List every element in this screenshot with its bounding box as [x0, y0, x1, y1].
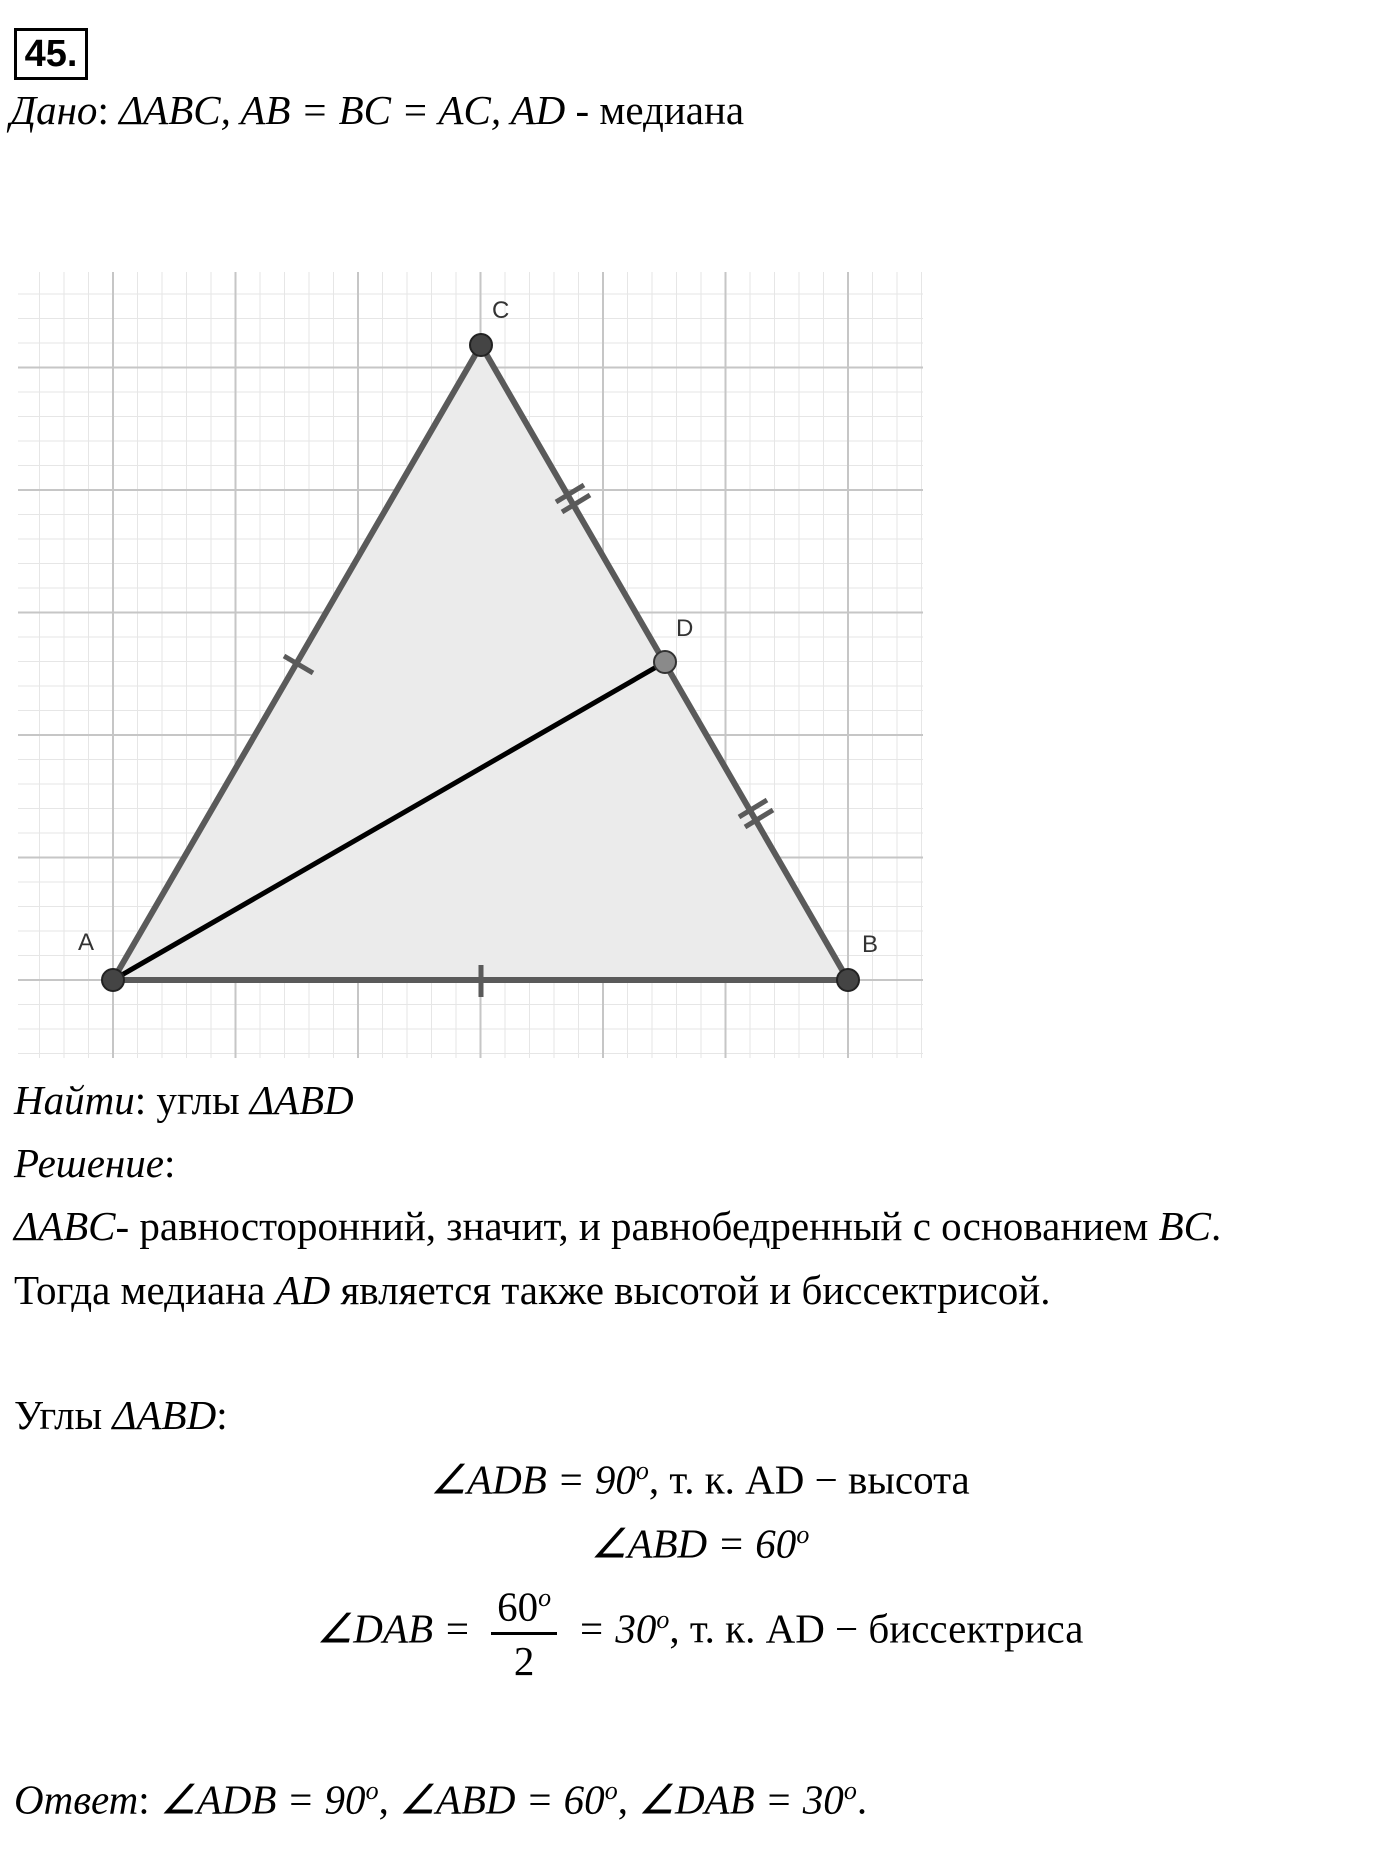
angles-math: ΔABD — [112, 1392, 217, 1438]
eq1-sup: o — [635, 1456, 649, 1485]
point-b — [837, 969, 859, 991]
point-d — [654, 651, 676, 673]
answer-2-sup: o — [604, 1776, 618, 1805]
answer-2: ∠ABD = 60 — [399, 1776, 605, 1823]
answer-3-sup: o — [843, 1776, 857, 1805]
solution-line-2 — [14, 1267, 1051, 1313]
given-label: Дано — [10, 87, 98, 133]
answer-line: Ответ: ∠ADB = $90^o$, ∠ABD = $60^o$, ∠DAB = $30^o$. — [14, 1776, 868, 1823]
answer-1-sup: o — [365, 1776, 379, 1805]
sol-math-bc: BC — [1158, 1203, 1212, 1249]
triangle-figure — [0, 225, 930, 1065]
find-label: Найти — [14, 1077, 135, 1123]
problem-number: 45. — [14, 28, 88, 80]
angles-heading — [14, 1392, 228, 1438]
eq1-lhs: ∠ADB = 90 — [430, 1456, 636, 1503]
find-text: углы — [156, 1077, 240, 1123]
triangle-abc-fill — [113, 345, 848, 980]
eq3-num-value: 60 — [497, 1583, 539, 1630]
answer-3: ∠DAB = 30 — [638, 1776, 844, 1823]
eq3-num-sup: o — [538, 1583, 552, 1612]
sol-math-abc: ΔABC — [14, 1203, 116, 1249]
eq2-sup: o — [796, 1520, 810, 1549]
eq3-denominator: 2 — [513, 1637, 535, 1684]
find-math: ΔABD — [249, 1077, 354, 1123]
solution-label: Решение — [14, 1140, 164, 1186]
equation-1 — [0, 1458, 1400, 1501]
point-c — [470, 334, 492, 356]
point-a — [102, 969, 124, 991]
solution-heading: Решение: — [14, 1140, 176, 1186]
sol-math-ad: AD — [275, 1267, 331, 1313]
eq3-numerator — [491, 1585, 557, 1635]
sol-text-2b: является также высотой и биссектрисой. — [340, 1267, 1051, 1313]
sol-end-1: . — [1211, 1203, 1222, 1249]
label-d: D — [676, 615, 694, 642]
eq1-rest: , т. к. AD − высота — [648, 1456, 970, 1503]
angles-text: Углы — [14, 1392, 103, 1438]
eq3-rhs: = 30 — [577, 1605, 657, 1652]
find-line: Найти: углы ΔABD — [14, 1077, 354, 1123]
equation-2 — [0, 1522, 1400, 1565]
given-text: - медиана — [575, 87, 745, 133]
sol-text-2a: Тогда медиана — [14, 1267, 266, 1313]
eq3-fraction — [491, 1585, 557, 1682]
answer-1: ∠ADB = 90 — [159, 1776, 366, 1823]
sol-text-1: - равносторонний, значит, и равнобедренный с основанием — [115, 1203, 1149, 1249]
label-a: A — [78, 929, 95, 956]
eq2-lhs: ∠ABD = 60 — [590, 1520, 797, 1567]
eq3-rest: , т. к. AD − биссектриса — [669, 1605, 1084, 1652]
eq3-lhs: ∠DAB = — [316, 1605, 471, 1652]
label-b: B — [862, 931, 879, 958]
answer-label: Ответ — [14, 1776, 139, 1823]
eq3-rhs-sup: o — [656, 1605, 670, 1635]
label-c: C — [492, 297, 510, 324]
given-math: ΔABC, AB = BC = AC, AD — [119, 87, 566, 133]
solution-line-1 — [14, 1203, 1222, 1249]
answer-end: . — [856, 1776, 868, 1823]
equation-3 — [0, 1585, 1400, 1682]
given-line: Дано: ΔABC, AB = BC = AC, AD - медиана — [10, 87, 745, 133]
angles-end: : — [216, 1392, 228, 1438]
